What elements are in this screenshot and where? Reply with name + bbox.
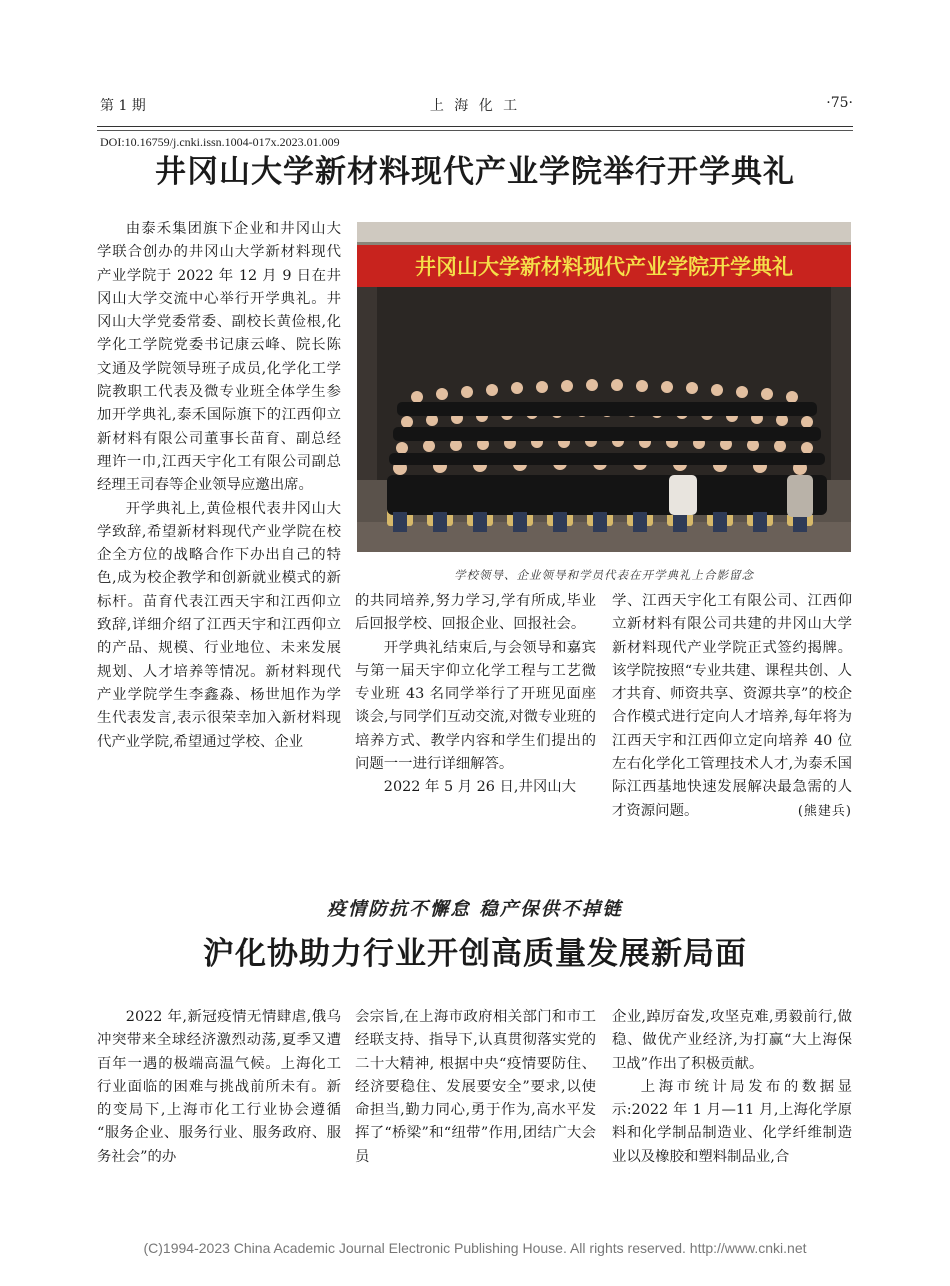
article1-paragraph: 的共同培养,努力学习,学有所成,毕业后回报学校、回报企业、回报社会。	[355, 593, 596, 633]
article1-column-2	[355, 590, 596, 800]
article1-paragraph: 2022 年 5 月 26 日,井冈山大	[383, 779, 577, 796]
article1-column-3	[612, 590, 852, 823]
article2-subtitle: 疫情防抗不懈怠 稳产保供不掉链	[327, 899, 623, 920]
article1-paragraph	[612, 590, 852, 823]
article2-paragraph: 2022 年,新冠疫情无情肆虐,俄乌冲突带来全球经济激烈动荡,夏季又遭百年一遇的极端高温气候。上海化工行业面临的困难与挑战前所未有。新的变局下,上海市化工行业协会遵循 “服务企业、服务行业、服务政府、服务社会”的办	[97, 1009, 341, 1165]
article2-title: 沪化协助力行业开创高质量发展新局面	[203, 936, 747, 972]
article2-column-3	[612, 1006, 852, 1169]
article1-paragraph: 开学典礼结束后,与会领导和嘉宾与第一届天宇仰立化学工程与工艺微专业班 43 名同学举行了开班见面座谈会,与同学们互动交流,对微专业班的培养方式、教学内容和学生们提出的问题一一进行详细解答。	[355, 639, 596, 773]
article2-column-1	[97, 1006, 341, 1169]
doi: DOI:10.16759/j.cnki.issn.1004-017x.2023.01.009	[100, 135, 340, 149]
article1-paragraph: 由泰禾集团旗下企业和井冈山大学联合创办的井冈山大学新材料现代产业学院于 2022 年 12 月 9 日在井冈山大学交流中心举行开学典礼。井冈山大学党委常委、副校长黄俭根,化学化工学院党委书记康云峰、院长陈文通及学院领导班子成员,化学化工学院教职工代表及微专业班全体学生参加开学典礼,泰禾国际旗下的江西仰立新材料有限公司董事长苗育、副总经理许一巾,江西天宇化工有限公司副总经理王司春等企业领导应邀出席。	[97, 221, 341, 494]
article2-paragraph: 上海市统计局发布的数据显示:2022 年 1 月—11 月,上海化学原料和化学制品制造业、化学纤维制造业以及橡胶和塑料制品业,合	[612, 1078, 852, 1165]
group-photo	[357, 222, 851, 552]
issue-number: 第 1 期	[100, 98, 146, 114]
banner-text: 井冈山大学新材料现代产业学院开学典礼	[415, 255, 793, 279]
article1-column-1	[97, 218, 341, 754]
author-signature: (熊建兵)	[797, 803, 852, 819]
header-rule-thin	[97, 130, 853, 131]
article2-paragraph: 会宗旨,在上海市政府相关部门和市工经联支持、指导下,认真贯彻落实党的二十大精神, 根据中央“疫情要防住、经济要稳住、发展要安全”要求,以使命担当,勤力同心,勇于作为,高水平发挥了“桥梁”和“纽带”作用,团结广大会员	[355, 1009, 596, 1165]
article2-column-2	[355, 1006, 596, 1169]
photo-caption: 学校领导、企业领导和学员代表在开学典礼上合影留念	[454, 568, 754, 582]
article1-title: 井冈山大学新材料现代产业学院举行开学典礼	[155, 154, 795, 190]
article1-paragraph-text: 学、江西天宇化工有限公司、江西仰立新材料有限公司共建的井冈山大学新材料现代产业学院正式签约揭牌。该学院按照“专业共建、课程共创、人才共育、师资共享、资源共享”的校企合作模式进行定向人才培养,每年将为江西天宇和江西仰立定向培养 40 位左右化学化工管理技术人才,为泰禾国际江西基地快速发展解决最急需的人才资源问题。	[612, 593, 852, 819]
copyright-footer: (C)1994-2023 China Academic Journal Electronic Publishing House. All rights reserved. http://www.cnki.net	[143, 1240, 807, 1256]
journal-name: 上 海 化 工	[429, 98, 521, 114]
article2-paragraph: 企业,踔厉奋发,攻坚克难,勇毅前行,做稳、做优产业经济,为打赢“大上海保卫战”作出了积极贡献。	[612, 1009, 852, 1072]
article1-paragraph: 开学典礼上,黄俭根代表井冈山大学致辞,希望新材料现代产业学院在校企全方位的战略合作下办出自己的特色,成为校企教学和创新就业模式的新标杆。苗育代表江西天宇和江西仰立致辞,详细介绍了江西天宇和江西仰立的产品、规模、行业地位、未来发展规划、人才培养等情况。新材料现代产业学院学生李鑫淼、杨世旭作为学生代表发言,表示很荣幸加入新材料现代产业学院,希望通过学校、企业	[97, 500, 341, 750]
group-photo-graphic	[357, 222, 851, 552]
page-number: ·75·	[826, 95, 853, 111]
header-rule-thick	[97, 126, 853, 127]
